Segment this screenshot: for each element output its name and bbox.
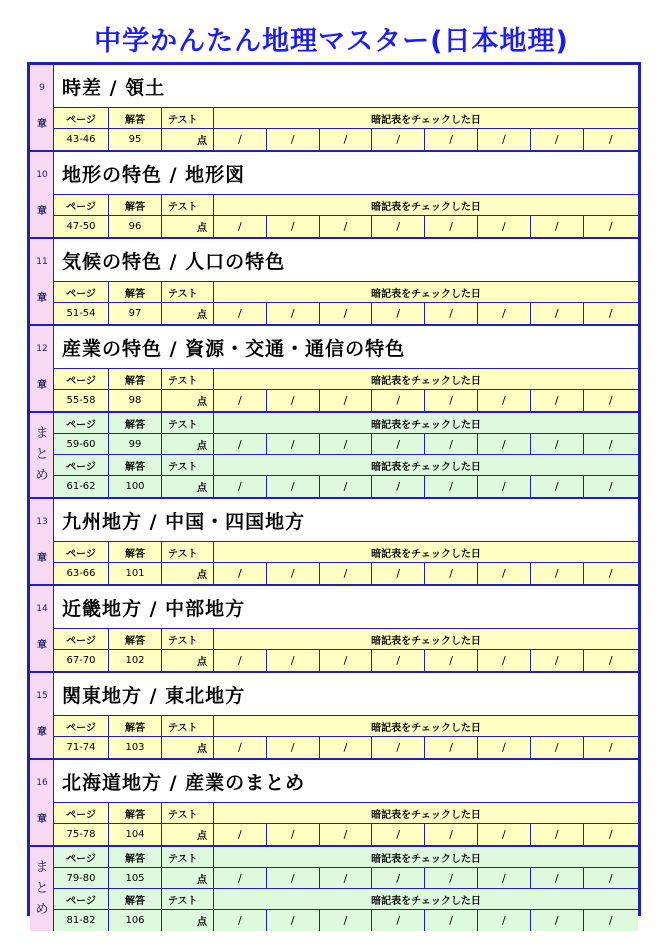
test-score-field[interactable]: 点 — [162, 390, 214, 411]
answer-page: 97 — [109, 303, 162, 324]
value-row — [54, 216, 638, 237]
date-field[interactable]: / — [608, 828, 613, 841]
date-field[interactable]: / — [372, 563, 425, 584]
chapter-number: 9 — [39, 82, 45, 93]
value-row — [54, 824, 638, 845]
answer-col-header: 解答 — [109, 542, 162, 562]
header-row — [54, 195, 638, 216]
page-col-header: ページ — [54, 847, 109, 867]
answer-col-header: 解答 — [109, 803, 162, 823]
date-field[interactable]: / — [478, 390, 531, 411]
check-date-header: 暗記表をチェックした日 — [371, 853, 481, 865]
date-field[interactable]: / — [267, 868, 320, 888]
chapter-suffix: 章 — [37, 640, 47, 651]
check-date-header: 暗記表をチェックした日 — [371, 809, 481, 821]
header-row — [54, 282, 638, 303]
answer-page: 99 — [109, 434, 162, 454]
header-row — [54, 455, 638, 476]
date-field[interactable]: / — [320, 563, 373, 584]
test-col-header: テスト — [162, 282, 214, 302]
date-field[interactable]: / — [531, 390, 584, 411]
chapter-section — [30, 497, 638, 584]
page-range: 75-78 — [54, 824, 109, 845]
date-field[interactable]: / — [267, 650, 320, 671]
date-field[interactable]: / — [214, 868, 267, 888]
chapter-suffix: 章 — [37, 206, 47, 217]
date-field[interactable]: / — [531, 216, 584, 237]
date-field[interactable]: / — [267, 910, 320, 931]
date-field[interactable]: / — [214, 650, 267, 671]
answer-page: 106 — [109, 910, 162, 931]
check-date-header: 暗記表をチェックした日 — [371, 288, 481, 300]
page-col-header: ページ — [54, 889, 109, 909]
summary-char: め — [35, 902, 49, 917]
chapter-number: 14 — [36, 603, 48, 614]
date-field[interactable]: / — [267, 476, 320, 497]
date-field[interactable]: / — [425, 129, 478, 150]
chapter-section — [30, 671, 638, 758]
header-row — [54, 889, 638, 910]
summary-char: と — [35, 881, 49, 896]
date-field[interactable]: / — [425, 216, 478, 237]
chapter-side-label — [30, 499, 54, 584]
chapter-suffix: 章 — [37, 814, 47, 825]
chapter-heading: 近畿地方 / 中部地方 — [54, 586, 638, 629]
test-score-field[interactable]: 点 — [162, 650, 214, 671]
page-col-header: ページ — [54, 542, 109, 562]
checklist-frame — [27, 62, 641, 928]
value-row — [54, 390, 638, 411]
summary-char: と — [35, 447, 49, 462]
chapter-suffix: 章 — [37, 380, 47, 391]
test-score-field[interactable]: 点 — [162, 563, 214, 584]
answer-col-header: 解答 — [109, 889, 162, 909]
summary-section — [30, 845, 638, 931]
answer-page: 105 — [109, 868, 162, 888]
header-row — [54, 542, 638, 563]
test-col-header: テスト — [162, 455, 214, 475]
page-range: 59-60 — [54, 434, 109, 454]
answer-page: 100 — [109, 476, 162, 497]
test-score-field[interactable]: 点 — [162, 868, 214, 888]
date-field[interactable]: / — [372, 910, 425, 931]
page-col-header: ページ — [54, 108, 109, 128]
date-field[interactable]: / — [425, 824, 478, 845]
date-field[interactable]: / — [608, 307, 613, 320]
page-range: 71-74 — [54, 737, 109, 758]
chapter-heading: 地形の特色 / 地形図 — [54, 152, 638, 195]
date-field[interactable]: / — [608, 741, 613, 754]
value-row — [54, 650, 638, 671]
test-score-field[interactable]: 点 — [162, 476, 214, 497]
answer-col-header: 解答 — [109, 108, 162, 128]
summary-char: ま — [35, 426, 49, 441]
page-range: 63-66 — [54, 563, 109, 584]
date-field[interactable]: / — [267, 216, 320, 237]
header-row — [54, 629, 638, 650]
chapter-side-label — [30, 326, 54, 411]
chapter-section — [30, 150, 638, 237]
date-field[interactable]: / — [214, 737, 267, 758]
check-date-header: 暗記表をチェックした日 — [371, 635, 481, 647]
date-field[interactable]: / — [320, 824, 373, 845]
date-field[interactable]: / — [478, 824, 531, 845]
date-field[interactable]: / — [425, 434, 478, 454]
test-col-header: テスト — [162, 195, 214, 215]
test-score-field[interactable]: 点 — [162, 129, 214, 150]
header-row — [54, 108, 638, 129]
date-field[interactable]: / — [425, 868, 478, 888]
date-field[interactable]: / — [320, 303, 373, 324]
date-field[interactable]: / — [372, 434, 425, 454]
chapter-side-label — [30, 760, 54, 845]
page-range: 81-82 — [54, 910, 109, 931]
chapter-side-label — [30, 65, 54, 150]
header-row — [54, 716, 638, 737]
date-field[interactable]: / — [425, 476, 478, 497]
date-field[interactable]: / — [214, 563, 267, 584]
header-row — [54, 847, 638, 868]
chapter-suffix: 章 — [37, 293, 47, 304]
date-field[interactable]: / — [372, 303, 425, 324]
answer-page: 95 — [109, 129, 162, 150]
date-field[interactable]: / — [531, 868, 584, 888]
chapter-number: 13 — [36, 516, 48, 527]
summary-section — [30, 411, 638, 497]
date-field[interactable]: / — [478, 868, 531, 888]
date-field[interactable]: / — [478, 650, 531, 671]
date-field[interactable]: / — [214, 824, 267, 845]
page-range: 67-70 — [54, 650, 109, 671]
date-field[interactable]: / — [267, 434, 320, 454]
answer-col-header: 解答 — [109, 413, 162, 433]
date-field[interactable]: / — [214, 434, 267, 454]
chapter-heading: 九州地方 / 中国・四国地方 — [54, 499, 638, 542]
date-field[interactable]: / — [425, 303, 478, 324]
date-field[interactable]: / — [320, 737, 373, 758]
date-field[interactable]: / — [372, 737, 425, 758]
date-field[interactable]: / — [608, 437, 613, 451]
check-date-header: 暗記表をチェックした日 — [371, 419, 481, 431]
page-range: 61-62 — [54, 476, 109, 497]
date-field[interactable]: / — [267, 390, 320, 411]
page-col-header: ページ — [54, 413, 109, 433]
chapter-section — [30, 758, 638, 845]
page-col-header: ページ — [54, 369, 109, 389]
date-field[interactable]: / — [372, 650, 425, 671]
date-field[interactable]: / — [214, 910, 267, 931]
date-field[interactable]: / — [608, 220, 613, 233]
header-row — [54, 369, 638, 390]
value-row — [54, 868, 638, 889]
date-field[interactable]: / — [531, 476, 584, 497]
value-row — [54, 737, 638, 758]
header-row — [54, 413, 638, 434]
date-field[interactable]: / — [320, 390, 373, 411]
chapter-section — [30, 324, 638, 411]
chapter-section — [30, 65, 638, 150]
chapter-number: 15 — [36, 690, 48, 701]
date-field[interactable]: / — [531, 129, 584, 150]
chapter-number: 11 — [36, 256, 48, 267]
answer-col-header: 解答 — [109, 195, 162, 215]
date-field[interactable]: / — [214, 476, 267, 497]
summary-char: め — [35, 468, 49, 483]
date-field[interactable]: / — [372, 476, 425, 497]
date-field[interactable]: / — [531, 910, 584, 931]
answer-page: 101 — [109, 563, 162, 584]
date-field[interactable]: / — [372, 129, 425, 150]
check-date-header: 暗記表をチェックした日 — [371, 895, 481, 907]
date-field[interactable]: / — [425, 650, 478, 671]
test-col-header: テスト — [162, 716, 214, 736]
date-field[interactable]: / — [478, 129, 531, 150]
page-col-header: ページ — [54, 455, 109, 475]
page-range: 79-80 — [54, 868, 109, 888]
test-col-header: テスト — [162, 108, 214, 128]
test-col-header: テスト — [162, 847, 214, 867]
date-field[interactable]: / — [425, 563, 478, 584]
date-field[interactable]: / — [478, 303, 531, 324]
page-range: 51-54 — [54, 303, 109, 324]
date-field[interactable]: / — [608, 654, 613, 667]
test-col-header: テスト — [162, 369, 214, 389]
date-field[interactable]: / — [425, 737, 478, 758]
test-col-header: テスト — [162, 889, 214, 909]
page-range: 55-58 — [54, 390, 109, 411]
answer-page: 104 — [109, 824, 162, 845]
chapter-side-label — [30, 673, 54, 758]
test-score-field[interactable]: 点 — [162, 303, 214, 324]
chapter-number: 10 — [36, 169, 48, 180]
test-score-field[interactable]: 点 — [162, 824, 214, 845]
chapter-side-label — [30, 152, 54, 237]
date-field[interactable]: / — [320, 650, 373, 671]
date-field[interactable]: / — [267, 824, 320, 845]
date-field[interactable]: / — [531, 824, 584, 845]
value-row — [54, 563, 638, 584]
chapter-side-label — [30, 586, 54, 671]
check-date-header: 暗記表をチェックした日 — [371, 375, 481, 387]
chapter-suffix: 章 — [37, 727, 47, 738]
check-date-header: 暗記表をチェックした日 — [371, 722, 481, 734]
date-field[interactable]: / — [320, 129, 373, 150]
date-field[interactable]: / — [267, 563, 320, 584]
date-field[interactable]: / — [320, 216, 373, 237]
date-field[interactable]: / — [267, 303, 320, 324]
chapter-number: 12 — [36, 343, 48, 354]
date-field[interactable]: / — [320, 910, 373, 931]
date-field[interactable]: / — [267, 737, 320, 758]
date-field[interactable]: / — [608, 480, 613, 493]
date-field[interactable]: / — [478, 476, 531, 497]
test-score-field[interactable]: 点 — [162, 910, 214, 931]
page-col-header: ページ — [54, 629, 109, 649]
page-range: 47-50 — [54, 216, 109, 237]
date-field[interactable]: / — [608, 394, 613, 407]
check-date-header: 暗記表をチェックした日 — [371, 114, 481, 126]
date-field[interactable]: / — [214, 303, 267, 324]
date-field[interactable]: / — [320, 868, 373, 888]
chapter-heading: 時差 / 領土 — [54, 65, 638, 108]
date-field[interactable]: / — [372, 216, 425, 237]
date-field[interactable]: / — [608, 914, 613, 927]
chapter-side-label — [30, 239, 54, 324]
chapter-section — [30, 237, 638, 324]
check-date-header: 暗記表をチェックした日 — [371, 548, 481, 560]
answer-page: 102 — [109, 650, 162, 671]
header-row — [54, 803, 638, 824]
answer-col-header: 解答 — [109, 455, 162, 475]
date-field[interactable]: / — [425, 910, 478, 931]
test-col-header: テスト — [162, 542, 214, 562]
value-row — [54, 303, 638, 324]
test-score-field[interactable]: 点 — [162, 434, 214, 454]
page-col-header: ページ — [54, 803, 109, 823]
chapter-side-label — [30, 847, 54, 931]
value-row — [54, 129, 638, 150]
date-field[interactable]: / — [478, 563, 531, 584]
chapter-side-label — [30, 413, 54, 497]
page-range: 43-46 — [54, 129, 109, 150]
page-col-header: ページ — [54, 195, 109, 215]
chapter-section — [30, 584, 638, 671]
answer-col-header: 解答 — [109, 282, 162, 302]
date-field[interactable]: / — [425, 390, 478, 411]
check-date-header: 暗記表をチェックした日 — [371, 201, 481, 213]
date-field[interactable]: / — [320, 476, 373, 497]
date-field[interactable]: / — [608, 567, 613, 580]
test-col-header: テスト — [162, 803, 214, 823]
date-field[interactable]: / — [267, 129, 320, 150]
chapter-suffix: 章 — [37, 553, 47, 564]
answer-col-header: 解答 — [109, 847, 162, 867]
answer-col-header: 解答 — [109, 629, 162, 649]
date-field[interactable]: / — [531, 434, 584, 454]
date-field[interactable]: / — [478, 910, 531, 931]
chapter-heading: 北海道地方 / 産業のまとめ — [54, 760, 638, 803]
page-col-header: ページ — [54, 716, 109, 736]
answer-page: 98 — [109, 390, 162, 411]
page-col-header: ページ — [54, 282, 109, 302]
chapter-heading: 気候の特色 / 人口の特色 — [54, 239, 638, 282]
chapter-number: 16 — [36, 777, 48, 788]
chapter-heading: 関東地方 / 東北地方 — [54, 673, 638, 716]
page-title: 中学かんたん地理マスター(日本地理) — [94, 26, 569, 57]
test-score-field[interactable]: 点 — [162, 216, 214, 237]
date-field[interactable]: / — [531, 650, 584, 671]
test-score-field[interactable]: 点 — [162, 737, 214, 758]
value-row — [54, 476, 638, 497]
test-col-header: テスト — [162, 629, 214, 649]
date-field[interactable]: / — [320, 434, 373, 454]
date-field[interactable]: / — [478, 737, 531, 758]
summary-char: ま — [35, 860, 49, 875]
date-field[interactable]: / — [531, 303, 584, 324]
date-field[interactable]: / — [608, 133, 613, 146]
date-field[interactable]: / — [372, 824, 425, 845]
date-field[interactable]: / — [214, 129, 267, 150]
date-field[interactable]: / — [478, 216, 531, 237]
date-field[interactable]: / — [531, 737, 584, 758]
check-date-header: 暗記表をチェックした日 — [371, 461, 481, 473]
chapter-suffix: 章 — [37, 119, 47, 130]
answer-col-header: 解答 — [109, 369, 162, 389]
date-field[interactable]: / — [214, 216, 267, 237]
date-field[interactable]: / — [372, 868, 425, 888]
answer-col-header: 解答 — [109, 716, 162, 736]
date-field[interactable]: / — [608, 871, 613, 885]
answer-page: 96 — [109, 216, 162, 237]
value-row — [54, 434, 638, 455]
date-field[interactable]: / — [531, 563, 584, 584]
value-row — [54, 910, 638, 931]
date-field[interactable]: / — [372, 390, 425, 411]
chapter-heading: 産業の特色 / 資源・交通・通信の特色 — [54, 326, 638, 369]
date-field[interactable]: / — [214, 390, 267, 411]
answer-page: 103 — [109, 737, 162, 758]
date-field[interactable]: / — [478, 434, 531, 454]
test-col-header: テスト — [162, 413, 214, 433]
